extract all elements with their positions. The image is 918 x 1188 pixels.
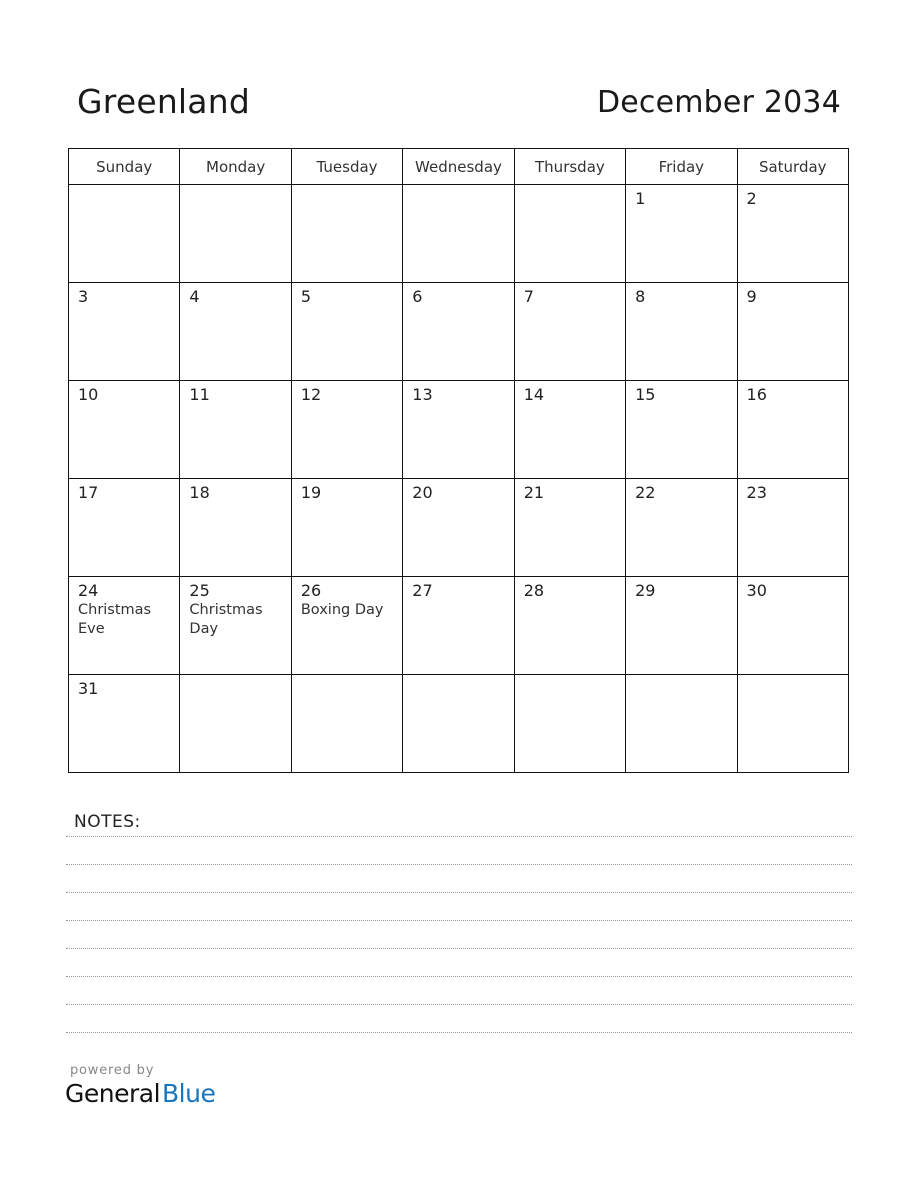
day-cell-content — [738, 675, 848, 679]
day-cell — [69, 283, 180, 381]
weekday-saturday: Saturday — [737, 149, 848, 185]
week-row — [69, 479, 849, 577]
day-number: 19 — [300, 483, 322, 502]
day-number: 24 — [78, 581, 99, 600]
weekday-monday: Monday — [180, 149, 291, 185]
brand-blue: Blue — [162, 1079, 216, 1108]
day-cell — [626, 479, 737, 577]
day-cell — [403, 381, 514, 479]
day-cell — [737, 283, 848, 381]
day-cell — [514, 479, 625, 577]
day-cell-content — [69, 479, 179, 503]
day-number: 4 — [189, 287, 200, 306]
day-cell — [403, 577, 514, 675]
powered-by-text: powered by — [70, 1063, 155, 1078]
day-cell — [180, 479, 291, 577]
day-cell-content — [292, 283, 402, 307]
day-number: 29 — [635, 581, 656, 600]
day-cell — [626, 577, 737, 675]
day-cell — [291, 479, 402, 577]
day-cell — [737, 479, 848, 577]
day-cell — [514, 381, 625, 479]
weekday-tuesday: Tuesday — [291, 149, 402, 185]
day-number: 23 — [746, 483, 767, 502]
day-number: 1 — [635, 189, 646, 208]
brand-general: General — [65, 1079, 161, 1108]
day-cell — [69, 479, 180, 577]
day-number: 14 — [523, 385, 545, 404]
day-number: 10 — [78, 385, 99, 404]
empty-day-cell — [737, 675, 848, 773]
day-cell-content — [180, 675, 290, 679]
day-cell — [69, 675, 180, 773]
day-number: 2 — [746, 189, 757, 208]
generalblue-logo — [65, 1079, 215, 1108]
empty-day-cell — [291, 185, 402, 283]
day-cell — [291, 283, 402, 381]
day-cell — [180, 381, 291, 479]
day-number: 25 — [189, 581, 210, 600]
day-cell-content — [69, 675, 179, 699]
day-cell — [514, 577, 625, 675]
weekday-thursday: Thursday — [514, 149, 625, 185]
day-number: 6 — [412, 287, 423, 306]
empty-day-cell — [180, 185, 291, 283]
day-number: 15 — [635, 385, 656, 404]
weekday-friday: Friday — [626, 149, 737, 185]
day-number: 9 — [746, 287, 757, 306]
day-cell-content — [738, 283, 848, 307]
day-cell — [626, 185, 737, 283]
day-cell — [626, 283, 737, 381]
notes-line — [66, 976, 852, 977]
empty-day-cell — [514, 675, 625, 773]
day-cell-content — [626, 283, 736, 307]
empty-day-cell — [626, 675, 737, 773]
day-cell-content — [69, 381, 179, 405]
empty-day-cell — [291, 675, 402, 773]
week-row — [69, 283, 849, 381]
day-number: 13 — [412, 385, 433, 404]
day-cell-content — [180, 185, 290, 189]
day-number: 12 — [300, 385, 322, 404]
notes-line — [66, 836, 852, 837]
week-row — [69, 185, 849, 283]
day-cell-content — [403, 185, 513, 189]
day-number: 11 — [189, 385, 210, 404]
notes-line — [66, 892, 852, 893]
day-number: 5 — [300, 287, 312, 306]
day-cell-content — [292, 675, 402, 679]
day-cell-content — [626, 381, 736, 405]
holiday-label: Christmas Eve — [78, 602, 152, 637]
notes-line — [66, 864, 852, 865]
day-cell-content — [515, 283, 625, 307]
day-cell-content — [180, 479, 290, 503]
day-number: 22 — [635, 483, 656, 502]
day-number: 3 — [78, 287, 89, 306]
day-cell-content — [515, 577, 625, 601]
day-number: 7 — [523, 287, 534, 306]
day-cell-content — [515, 185, 625, 189]
day-number: 28 — [523, 581, 545, 600]
day-cell — [737, 381, 848, 479]
day-number: 18 — [189, 483, 210, 502]
empty-day-cell — [403, 185, 514, 283]
notes-line — [66, 920, 852, 921]
day-cell-content — [515, 479, 625, 503]
day-number: 8 — [635, 287, 646, 306]
day-number: 30 — [746, 581, 767, 600]
empty-day-cell — [403, 675, 514, 773]
day-cell-content — [403, 283, 513, 307]
day-cell-content — [626, 577, 736, 601]
week-row — [69, 381, 849, 479]
month-year-title: December 2034 — [596, 85, 841, 120]
day-cell-content — [69, 283, 179, 307]
empty-day-cell — [180, 675, 291, 773]
weekday-header-row — [69, 149, 849, 185]
day-cell-content — [292, 381, 402, 405]
day-number: 16 — [746, 385, 767, 404]
week-row — [69, 675, 849, 773]
day-cell — [737, 577, 848, 675]
day-cell — [291, 577, 402, 675]
region-title: Greenland — [77, 82, 250, 121]
day-cell-content — [403, 675, 513, 679]
day-cell-content — [403, 479, 513, 503]
day-cell — [69, 381, 180, 479]
day-number: 27 — [412, 581, 433, 600]
notes-label: NOTES: — [74, 812, 141, 832]
day-number: 26 — [300, 581, 322, 600]
notes-line — [66, 1004, 852, 1005]
notes-line — [66, 948, 852, 949]
holiday-label: Christmas Day — [189, 602, 263, 637]
day-cell-content — [738, 185, 848, 209]
day-cell-content — [738, 479, 848, 503]
day-cell — [180, 577, 291, 675]
notes-line — [66, 1032, 852, 1033]
day-cell-content — [626, 479, 736, 503]
day-cell — [291, 381, 402, 479]
day-cell — [403, 283, 514, 381]
day-cell-content — [626, 185, 736, 209]
day-cell — [69, 577, 180, 675]
day-cell-content — [515, 675, 625, 679]
holiday-label: Boxing Day — [300, 602, 384, 618]
day-cell-content — [292, 479, 402, 503]
empty-day-cell — [69, 185, 180, 283]
day-cell — [737, 185, 848, 283]
day-number: 21 — [523, 483, 545, 502]
day-number: 20 — [412, 483, 433, 502]
day-cell-content — [180, 577, 290, 639]
day-cell-content — [626, 675, 736, 679]
day-cell-content — [292, 185, 402, 189]
day-cell — [626, 381, 737, 479]
empty-day-cell — [514, 185, 625, 283]
day-cell-content — [403, 577, 513, 601]
day-cell-content — [292, 577, 402, 620]
day-cell — [180, 283, 291, 381]
day-cell-content — [403, 381, 513, 405]
weekday-wednesday: Wednesday — [403, 149, 514, 185]
day-cell-content — [69, 577, 179, 639]
day-cell-content — [515, 381, 625, 405]
day-cell-content — [180, 381, 290, 405]
day-cell — [514, 283, 625, 381]
day-cell-content — [69, 185, 179, 189]
day-number: 17 — [78, 483, 99, 502]
day-cell-content — [738, 381, 848, 405]
week-row — [69, 577, 849, 675]
day-cell-content — [738, 577, 848, 601]
weekday-sunday: Sunday — [69, 149, 180, 185]
day-cell-content — [180, 283, 290, 307]
day-cell — [403, 479, 514, 577]
calendar-grid — [68, 148, 849, 773]
day-number: 31 — [78, 679, 99, 698]
